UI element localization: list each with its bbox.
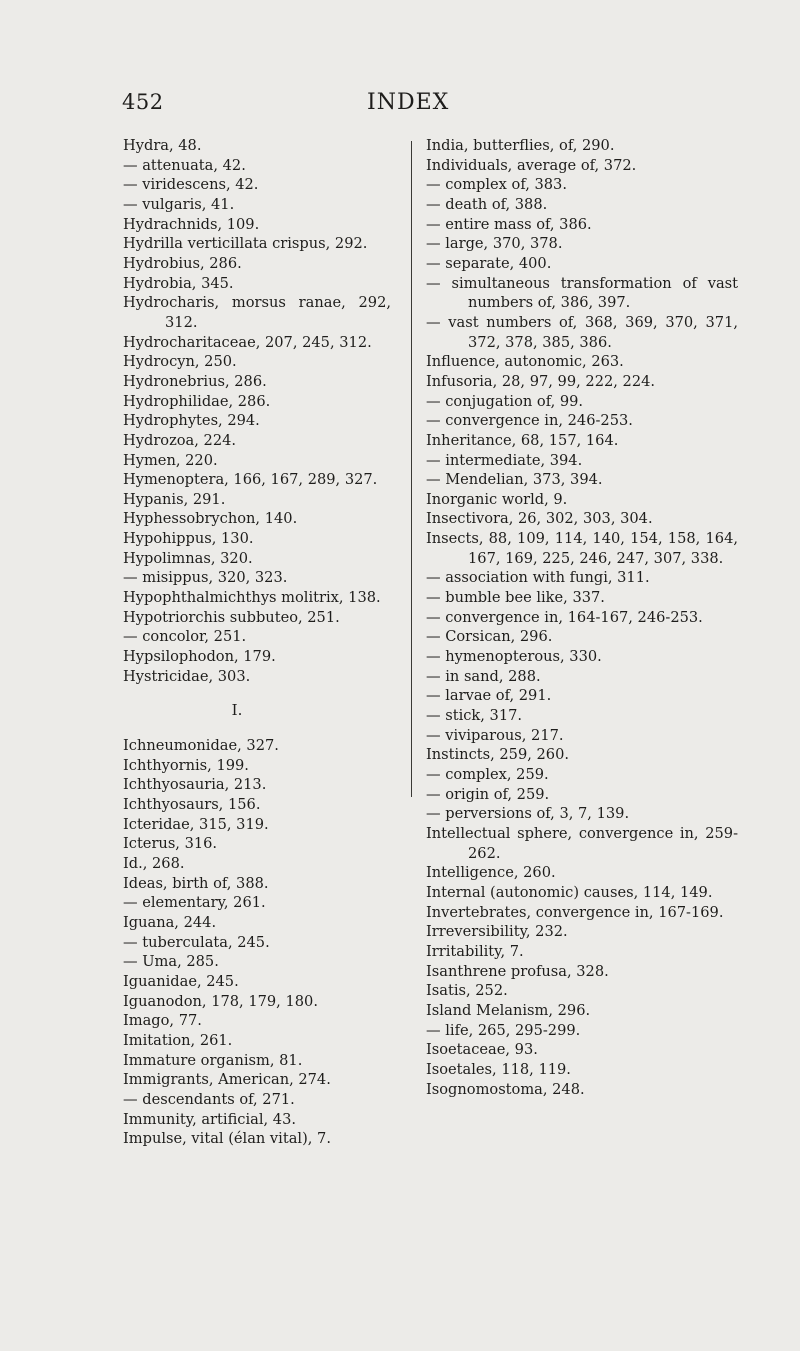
index-entry: Imago, 77. (123, 1012, 202, 1030)
index-column-right (426, 136, 738, 1099)
index-entry: Hydrobia, 345. (123, 274, 234, 292)
index-entry: Isognomostoma, 248. (426, 1080, 585, 1098)
index-entry: — intermediate, 394. (426, 451, 583, 469)
page-number: 452 (122, 90, 164, 114)
index-entry: Iguanodon, 178, 179, 180. (123, 992, 318, 1010)
index-entry: Insects, 88, 109, 114, 140, 154, 158, 164, 167, 169, 225, 246, 247, 307, 338. (426, 530, 738, 567)
index-entry: Inorganic world, 9. (426, 490, 568, 508)
index-entry: Iguana, 244. (123, 913, 217, 931)
index-entry: Ichneumonidae, 327. (123, 737, 279, 755)
index-entry: — Corsican, 296. (426, 628, 553, 646)
index-entry: — perversions of, 3, 7, 139. (426, 805, 630, 823)
index-entry: Hydra, 48. (123, 137, 202, 154)
index-entry: Hypanis, 291. (123, 490, 226, 508)
index-entry: Intellectual sphere, convergence in, 259-262. (426, 824, 738, 862)
index-entry: — association with fungi, 311. (426, 569, 650, 587)
index-entry: — in sand, 288. (426, 667, 541, 685)
index-entry: Immigrants, American, 274. (123, 1071, 331, 1089)
index-entry: Isoetaceae, 93. (426, 1041, 538, 1059)
index-entry: Impulse, vital (élan vital), 7. (123, 1130, 331, 1148)
index-entry: Irritability, 7. (426, 942, 524, 960)
index-entry: Infusoria, 28, 97, 99, 222, 224. (426, 372, 656, 390)
index-entry: — bumble bee like, 337. (426, 589, 605, 607)
index-entry: — vast numbers of, 368, 369, 370, 371, 372, 378, 385, 386. (426, 313, 738, 351)
index-entry: India, butterflies, of, 290. (426, 137, 615, 154)
index-entry: — stick, 317. (426, 707, 523, 725)
index-entry: Hydrophytes, 294. (123, 412, 260, 430)
index-entry: Ichthyornis, 199. (123, 756, 249, 774)
index-entry: Hydrachnids, 109. (123, 215, 260, 233)
index-entry: Hydrocyn, 250. (123, 353, 237, 371)
index-entry: Hydrobius, 286. (123, 254, 242, 272)
index-entry: Ichthyosaurs, 156. (123, 796, 261, 813)
index-entry: Inheritance, 68, 157, 164. (426, 431, 619, 449)
index-letter-heading: I. (231, 701, 243, 720)
index-entry: Hydrozoa, 224. (123, 431, 237, 449)
index-entry: Instincts, 259, 260. (426, 746, 570, 764)
index-entry: Hypotriorchis subbuteo, 251. (123, 608, 340, 626)
index-entry: — separate, 400. (426, 254, 552, 272)
column-divider (411, 141, 412, 797)
index-entry: Insectivora, 26, 302, 303, 304. (426, 510, 653, 528)
index-entry: Island Melanism, 296. (426, 1001, 591, 1019)
index-entry: — viviparous, 217. (426, 726, 564, 744)
index-entry: Hyphessobrychon, 140. (123, 510, 298, 528)
index-entry: — complex of, 383. (426, 176, 567, 194)
index-entry: Hymen, 220. (123, 451, 218, 469)
index-entry: Hydronebrius, 286. (123, 372, 267, 390)
index-entry: Ichthyosauria, 213. (123, 776, 267, 794)
index-entry: — life, 265, 295-299. (426, 1021, 581, 1039)
index-entry: — elementary, 261. (123, 894, 266, 912)
index-entry: Influence, autonomic, 263. (426, 353, 624, 371)
index-entry: — vulgaris, 41. (123, 195, 235, 213)
index-entry: Immunity, artificial, 43. (123, 1110, 296, 1128)
index-entry: Hypsilophodon, 179. (123, 648, 276, 666)
index-entry: Hypophthalmichthys molitrix, 138. (123, 589, 381, 607)
index-entry: — misippus, 320, 323. (123, 569, 288, 587)
index-entry: Icteridae, 315, 319. (123, 815, 269, 833)
index-entry: — Mendelian, 373, 394. (426, 471, 603, 489)
index-entry: Hydrophilidae, 286. (123, 392, 271, 410)
index-entry: — attenuata, 42. (123, 156, 246, 174)
index-entry: Hypohippus, 130. (123, 530, 254, 548)
index-entry: — large, 370, 378. (426, 235, 563, 253)
index-entry: — complex, 259. (426, 766, 549, 783)
index-entry: — conjugation of, 99. (426, 392, 584, 410)
index-entry: — viridescens, 42. (123, 176, 259, 194)
index-entry: — origin of, 259. (426, 785, 550, 803)
index-entry: Internal (autonomic) causes, 114, 149. (426, 883, 713, 901)
index-entry: — concolor, 251. (123, 628, 247, 646)
page-title: INDEX (367, 90, 450, 115)
index-entry: Hymenoptera, 166, 167, 289, 327. (123, 471, 378, 489)
index-entry: Isanthrene profusa, 328. (426, 962, 609, 980)
index-entry: Individuals, average of, 372. (426, 156, 637, 174)
index-entry: Isatis, 252. (426, 982, 508, 1000)
page-header (0, 90, 800, 120)
index-entry: Icterus, 316. (123, 835, 218, 853)
index-entry: Id., 268. (123, 854, 185, 872)
index-entry: — larvae of, 291. (426, 687, 552, 705)
index-entry: — Uma, 285. (123, 953, 219, 971)
index-entry: Hystricidae, 303. (123, 667, 251, 685)
index-entry: Hydrocharitaceae, 207, 245, 312. (123, 333, 372, 351)
index-entry: Intelligence, 260. (426, 864, 556, 882)
index-entry: — simultaneous transformation of vast numbers of, 386, 397. (426, 274, 738, 312)
index-entry: — entire mass of, 386. (426, 215, 592, 233)
index-entry: Irreversibility, 232. (426, 923, 568, 941)
index-entry: Hypolimnas, 320. (123, 549, 253, 567)
index-entry: Invertebrates, convergence in, 167-169. (426, 903, 724, 921)
index-entry: Imitation, 261. (123, 1031, 233, 1049)
index-entry: — convergence in, 164-167, 246-253. (426, 608, 703, 626)
index-entry: Isoetales, 118, 119. (426, 1060, 571, 1078)
index-entry: Ideas, birth of, 388. (123, 874, 269, 892)
index-entry: Immature organism, 81. (123, 1051, 303, 1069)
index-column-left (123, 136, 391, 1149)
index-entry: Iguanidae, 245. (123, 972, 239, 990)
index-entry: — hymenopterous, 330. (426, 648, 602, 666)
index-entry: Hydrilla verticillata crispus, 292. (123, 235, 368, 253)
index-entry: — death of, 388. (426, 195, 548, 213)
index-entry: Hydrocharis, morsus ranae, 292, 312. (123, 294, 391, 331)
index-entry: — convergence in, 246-253. (426, 412, 633, 430)
index-entry: — descendants of, 271. (123, 1090, 295, 1108)
index-entry: — tuberculata, 245. (123, 933, 270, 951)
